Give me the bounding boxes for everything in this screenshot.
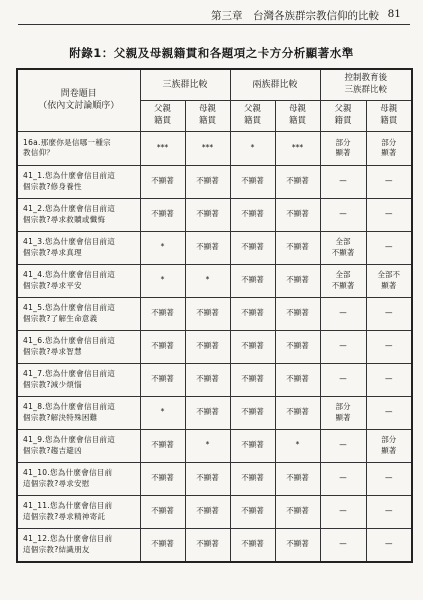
question-cell: 41_5.您為什麼會信目前這 個宗教?了解生命意義: [17, 297, 140, 330]
col-mother: 母親 籍貫: [275, 100, 320, 131]
significance-cell: 不顯著: [275, 396, 320, 429]
significance-cell: —: [320, 429, 366, 462]
significance-cell: 不顯著: [275, 495, 320, 528]
significance-cell: 不顯著: [275, 264, 320, 297]
significance-cell: *: [140, 396, 185, 429]
significance-cell: 不顯著: [140, 165, 185, 198]
question-cell: 41_9.您為什麼會信目前這 個宗教?趨吉避凶: [17, 429, 140, 462]
significance-cell: 不顯著: [275, 528, 320, 562]
significance-cell: —: [366, 396, 412, 429]
significance-cell: —: [366, 297, 412, 330]
table-title: 附錄1：父親及母親籍貫和各題項之卡方分析顯著水準: [69, 46, 354, 60]
significance-cell: 不顯著: [140, 462, 185, 495]
col-mother: 母親 籍貫: [185, 100, 230, 131]
significance-cell: 不顯著: [185, 396, 230, 429]
significance-cell: 不顯著: [230, 330, 275, 363]
significance-cell: 全部不 顯著: [366, 264, 412, 297]
question-cell: 41_1.您為什麼會信目前這 個宗教?修身養性: [17, 165, 140, 198]
question-cell: 41_8.您為什麼會信目前這 個宗教?解決特殊困難: [17, 396, 140, 429]
col-mother: 母親 籍貫: [366, 100, 412, 131]
significance-cell: 不顯著: [140, 297, 185, 330]
significance-cell: 不顯著: [230, 462, 275, 495]
question-cell: 41_12.您為什麼會信目前 這個宗教?結識朋友: [17, 528, 140, 562]
significance-cell: —: [366, 165, 412, 198]
table-row: [17, 429, 412, 462]
group-header-three: 三族群比較: [140, 69, 230, 100]
significance-cell: 不顯著: [185, 495, 230, 528]
significance-cell: 不顯著: [230, 231, 275, 264]
question-cell: 41_3.您為什麼會信目前這 個宗教?尋求真理: [17, 231, 140, 264]
significance-cell: *: [140, 264, 185, 297]
col-father: 父親 籍貫: [140, 100, 185, 131]
col-father: 父親 籍貫: [320, 100, 366, 131]
table-row: [17, 462, 412, 495]
question-cell: 41_10.您為什麼會信目前 這個宗教?尋求安慰: [17, 462, 140, 495]
significance-cell: *: [185, 264, 230, 297]
significance-cell: —: [366, 528, 412, 562]
significance-cell: —: [320, 495, 366, 528]
significance-cell: —: [320, 462, 366, 495]
table-row: [17, 198, 412, 231]
significance-cell: 不顯著: [230, 396, 275, 429]
significance-cell: —: [320, 165, 366, 198]
significance-cell: *: [275, 429, 320, 462]
significance-cell: 不顯著: [185, 462, 230, 495]
significance-cell: 不顯著: [230, 528, 275, 562]
chapter-title: 第三章 台灣各族群宗教信仰的比較: [211, 10, 379, 22]
significance-cell: —: [320, 198, 366, 231]
significance-cell: —: [366, 462, 412, 495]
significance-cell: *: [140, 231, 185, 264]
significance-cell: ***: [275, 131, 320, 165]
significance-cell: 不顯著: [140, 429, 185, 462]
significance-cell: —: [366, 495, 412, 528]
group-header-controlled: 控制教育後 三族群比較: [320, 69, 412, 100]
question-cell: 41_7.您為什麼會信目前這 個宗教?減少煩惱: [17, 363, 140, 396]
table-row: [17, 165, 412, 198]
significance-cell: 不顯著: [185, 297, 230, 330]
significance-cell: 不顯著: [185, 198, 230, 231]
significance-cell: 部分 顯著: [366, 131, 412, 165]
significance-cell: 部分 顯著: [366, 429, 412, 462]
table-row: [17, 231, 412, 264]
significance-cell: 不顯著: [275, 462, 320, 495]
significance-cell: 不顯著: [275, 165, 320, 198]
significance-cell: —: [320, 297, 366, 330]
table-row: [17, 363, 412, 396]
significance-cell: 不顯著: [275, 297, 320, 330]
significance-cell: 不顯著: [185, 528, 230, 562]
table-row: [17, 495, 412, 528]
significance-cell: 不顯著: [275, 363, 320, 396]
significance-cell: —: [366, 231, 412, 264]
significance-cell: 全部 不顯著: [320, 264, 366, 297]
significance-cell: *: [230, 131, 275, 165]
significance-cell: 不顯著: [230, 165, 275, 198]
significance-cell: 不顯著: [275, 231, 320, 264]
significance-cell: *: [185, 429, 230, 462]
significance-cell: 不顯著: [230, 495, 275, 528]
table-row: [17, 131, 412, 165]
significance-cell: 不顯著: [185, 330, 230, 363]
significance-cell: 不顯著: [140, 198, 185, 231]
significance-cell: ***: [140, 131, 185, 165]
table-row: [17, 396, 412, 429]
question-cell: 16a.那麼你是信哪一種宗 教信仰？: [17, 131, 140, 165]
significance-cell: 不顯著: [230, 429, 275, 462]
significance-cell: ***: [185, 131, 230, 165]
item-header: 問卷題目 （依內文討論順序）: [17, 69, 140, 131]
header-rule: [18, 24, 410, 25]
question-cell: 41_2.您為什麼會信目前這 個宗教?尋求救贖或懺悔: [17, 198, 140, 231]
significance-cell: —: [320, 363, 366, 396]
significance-cell: 部分 顯著: [320, 396, 366, 429]
significance-cell: 不顯著: [230, 363, 275, 396]
significance-cell: 不顯著: [275, 330, 320, 363]
significance-cell: 不顯著: [140, 528, 185, 562]
col-father: 父親 籍貫: [230, 100, 275, 131]
question-cell: 41_4.您為什麼會信目前這 個宗教?尋求平安: [17, 264, 140, 297]
significance-cell: 不顯著: [140, 363, 185, 396]
significance-cell: —: [366, 363, 412, 396]
significance-cell: 部分 顯著: [320, 131, 366, 165]
table-body: [17, 131, 412, 562]
significance-cell: 不顯著: [230, 198, 275, 231]
page-header: [0, 8, 423, 22]
significance-cell: 不顯著: [140, 495, 185, 528]
question-cell: 41_6.您為什麼會信目前這 個宗教?尋求智慧: [17, 330, 140, 363]
significance-cell: —: [366, 330, 412, 363]
table-row: [17, 264, 412, 297]
significance-table: [16, 68, 413, 563]
group-header-two: 兩族群比較: [230, 69, 320, 100]
significance-cell: —: [320, 330, 366, 363]
question-cell: 41_11.您為什麼會信目前 這個宗教?尋求精神寄託: [17, 495, 140, 528]
significance-cell: —: [320, 528, 366, 562]
table-row: [17, 297, 412, 330]
significance-cell: 不顯著: [230, 264, 275, 297]
page-number: 81: [387, 8, 401, 20]
table-row: [17, 528, 412, 562]
significance-cell: 不顯著: [230, 297, 275, 330]
significance-cell: 全部 不顯著: [320, 231, 366, 264]
significance-cell: 不顯著: [140, 330, 185, 363]
significance-cell: 不顯著: [185, 363, 230, 396]
table-row: [17, 330, 412, 363]
significance-cell: 不顯著: [275, 198, 320, 231]
significance-cell: 不顯著: [185, 165, 230, 198]
significance-cell: 不顯著: [185, 231, 230, 264]
significance-cell: —: [366, 198, 412, 231]
